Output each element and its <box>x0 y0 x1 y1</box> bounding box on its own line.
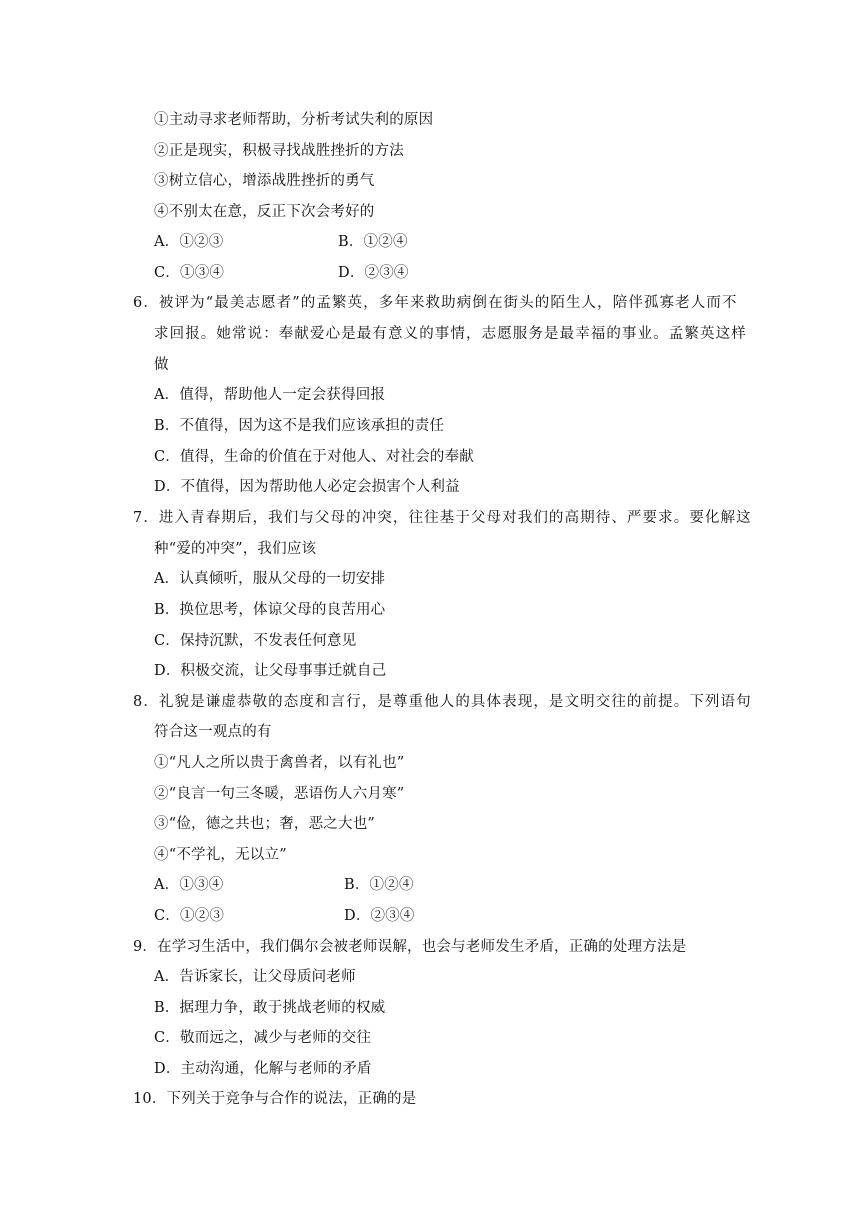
q10-stem-line-1: 10．下列关于竞争与合作的说法，正确的是 <box>133 1091 417 1107</box>
q8-option-a: A．①③④ <box>154 877 224 893</box>
q5-statement-1: ①主动寻求老师帮助，分析考试失利的原因 <box>154 112 434 128</box>
q7-option-c: C．保持沉默，不发表任何意见 <box>154 633 357 649</box>
q6-option-a: A．值得，帮助他人一定会获得回报 <box>154 387 386 403</box>
q5-option-b: B．①②④ <box>338 234 408 250</box>
q5-statement-3: ③树立信心，增添战胜挫折的勇气 <box>154 173 375 189</box>
q7-stem-line-1: 7．进入青春期后，我们与父母的冲突，往往基于父母对我们的高期待、严要求。要化解这 <box>133 510 752 526</box>
q6-stem-line-2: 求回报。她常说：奉献爱心是最有意义的事情，志愿服务是最幸福的事业。孟繁英这样 <box>154 326 747 342</box>
q5-option-d: D．②③④ <box>338 265 409 281</box>
q8-statement-1: ①“凡人之所以贵于禽兽者，以有礼也” <box>154 755 405 771</box>
q6-stem-line-3: 做 <box>154 357 169 373</box>
q8-statement-4: ④“不学礼，无以立” <box>154 847 287 863</box>
q5-option-c: C．①③④ <box>154 265 225 281</box>
q5-statement-4: ④不别太在意，反正下次会考好的 <box>154 204 375 220</box>
q7-option-d: D．积极交流，让父母事事迁就自己 <box>154 663 387 679</box>
q5-option-a: A．①②③ <box>154 234 224 250</box>
q9-option-b: B．据理力争，敢于挑战老师的权威 <box>154 1000 386 1016</box>
q7-stem-line-2: 种“爱的冲突”，我们应该 <box>154 541 317 557</box>
q6-option-d: D．不值得，因为帮助他人必定会损害个人利益 <box>154 479 460 495</box>
q8-statement-2: ②“良言一句三冬暖，恶语伤人六月寒” <box>154 786 405 802</box>
q8-option-d: D．②③④ <box>344 908 415 924</box>
q5-statement-2: ②正是现实，积极寻找战胜挫折的方法 <box>154 143 404 159</box>
q8-option-c: C．①②③ <box>154 908 225 924</box>
q8-stem-line-2: 符合这一观点的有 <box>154 724 272 740</box>
q8-statement-3: ③“俭，德之共也；奢，恶之大也” <box>154 816 376 832</box>
q9-option-d: D．主动沟通，化解与老师的矛盾 <box>154 1061 372 1077</box>
q9-stem-line-1: 9．在学习生活中，我们偶尔会被老师误解，也会与老师发生矛盾，正确的处理方法是 <box>133 939 687 955</box>
q9-option-a: A．告诉家长，让父母质问老师 <box>154 969 356 985</box>
q8-option-b: B．①②④ <box>344 877 414 893</box>
q7-option-b: B．换位思考，体谅父母的良苦用心 <box>154 602 386 618</box>
q6-stem-line-1: 6．被评为“最美志愿者”的孟繁英，多年来救助病倒在街头的陌生人，陪伴孤寡老人而不 <box>133 295 738 311</box>
q6-option-b: B．不值得，因为这不是我们应该承担的责任 <box>154 418 445 434</box>
q8-stem-line-1: 8．礼貌是谦虚恭敬的态度和言行，是尊重他人的具体表现，是文明交往的前提。下列语句 <box>133 694 752 710</box>
q9-option-c: C．敬而远之，减少与老师的交往 <box>154 1030 372 1046</box>
q7-option-a: A．认真倾听，服从父母的一切安排 <box>154 571 386 587</box>
q6-option-c: C．值得，生命的价值在于对他人、对社会的奉献 <box>154 449 474 465</box>
